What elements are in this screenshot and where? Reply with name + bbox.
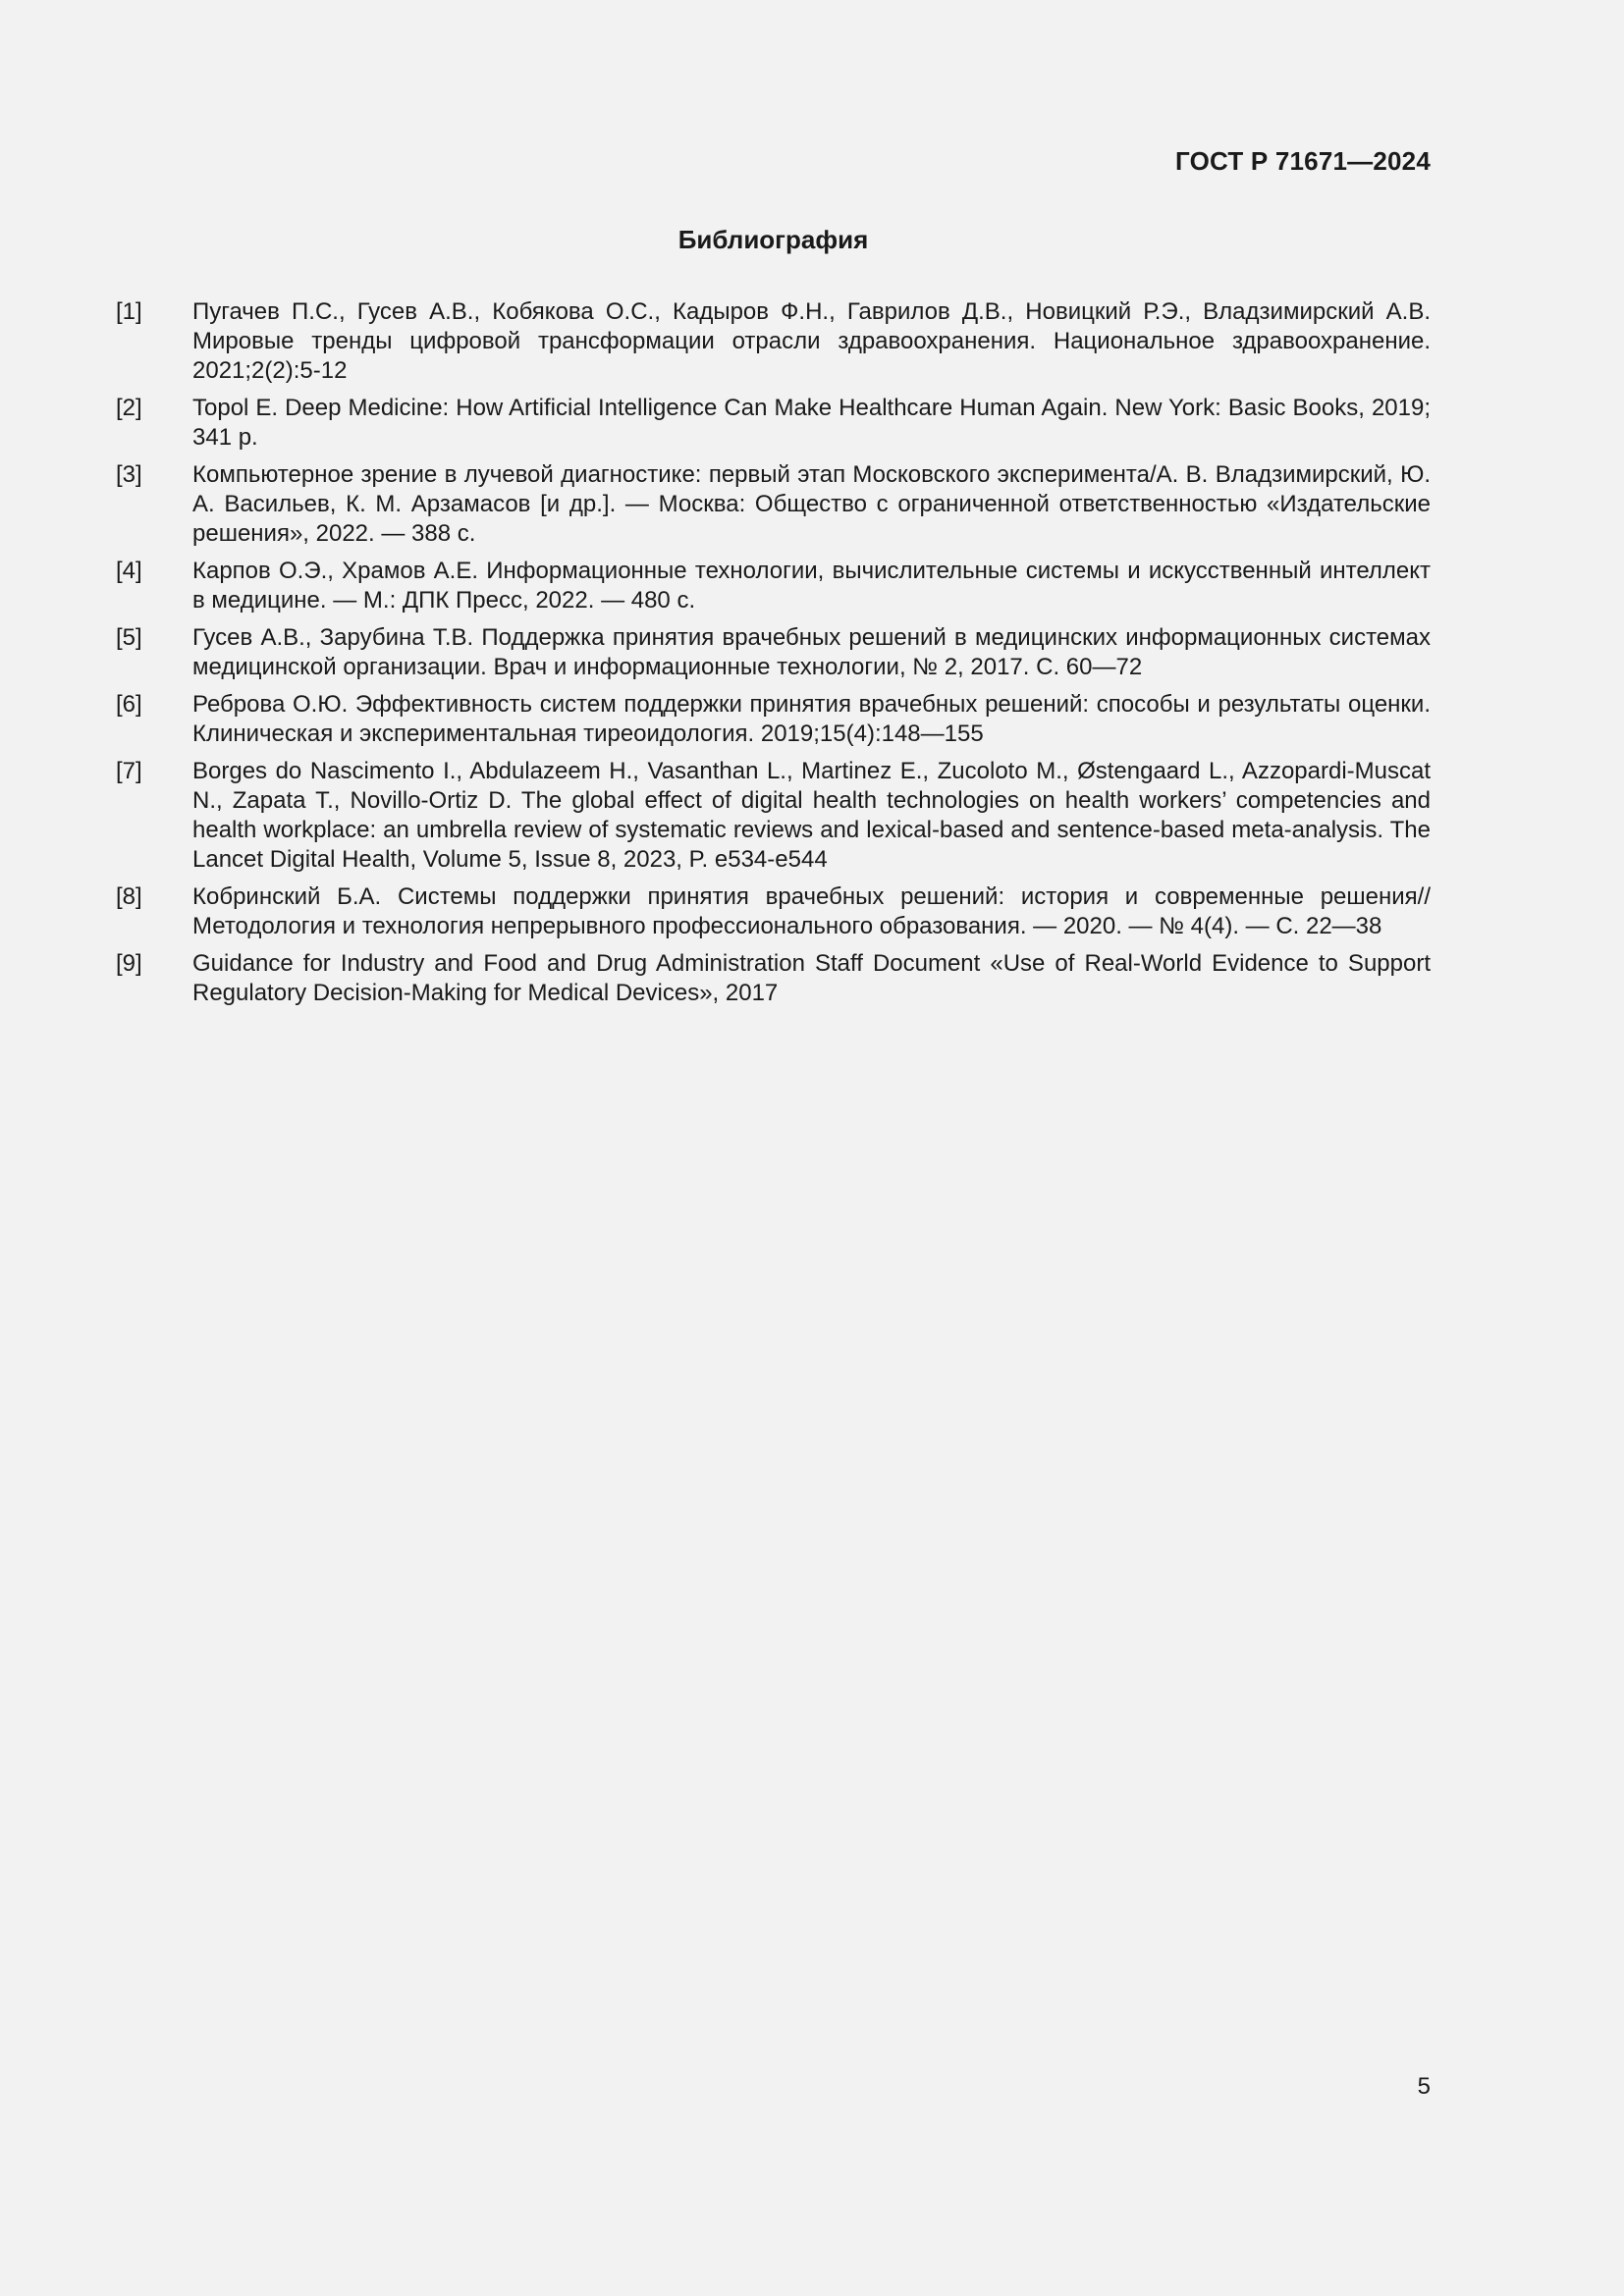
entry-text: Кобринский Б.А. Системы поддержки принятия врачебных решений: история и современные решения// Методология и технология непрерывного профессионального образования. — 2020. — № 4(4). — С. 22—38 <box>192 883 1431 939</box>
entry-number: [1] <box>116 298 142 325</box>
entry-number: [8] <box>116 883 142 910</box>
entry-number: [7] <box>116 758 142 784</box>
entry-text: Карпов О.Э., Храмов А.Е. Информационные технологии, вычислительные системы и искусственный интеллект в медицине. — М.: ДПК Пресс, 2022. — 480 с. <box>192 558 1431 614</box>
entry-text: Пугачев П.С., Гусев А.В., Кобякова О.С., Кадыров Ф.Н., Гаврилов Д.В., Новицкий Р.Э., Владзимирский А.В. Мировые тренды цифровой трансформации отрасли здравоохранения. Национальное здравоохранение. 2021;2(2):5-12 <box>192 298 1431 384</box>
entry-number: [5] <box>116 624 142 651</box>
bibliography-entry <box>116 623 1431 682</box>
bibliography-entry <box>116 297 1431 386</box>
entry-text: Реброва О.Ю. Эффективность систем поддержки принятия врачебных решений: способы и результаты оценки. Клиническая и экспериментальная тиреоидология. 2019;15(4):148—155 <box>192 691 1431 747</box>
document-code: ГОСТ Р 71671—2024 <box>1175 146 1431 176</box>
bibliography-list <box>116 297 1431 1016</box>
bibliography-entry <box>116 757 1431 875</box>
bibliography-entry <box>116 460 1431 549</box>
entry-text: Компьютерное зрение в лучевой диагностике: первый этап Московского эксперимента/А. В. Владзимирский, Ю. А. Васильев, К. М. Арзамасов [и др.]. — Москва: Общество с ограниченной ответственностью «Издательские решения», 2022. — 388 с. <box>192 461 1431 547</box>
bibliography-entry <box>116 557 1431 615</box>
entry-number: [6] <box>116 691 142 718</box>
entry-text: Topol E. Deep Medicine: How Artificial Intelligence Can Make Healthcare Human Again. New York: Basic Books, 2019; 341 p. <box>192 395 1431 451</box>
bibliography-entry <box>116 949 1431 1008</box>
bibliography-entry <box>116 690 1431 749</box>
entry-number: [4] <box>116 558 142 584</box>
bibliography-entry <box>116 394 1431 453</box>
entry-text: Guidance for Industry and Food and Drug Administration Staff Document «Use of Real-World Evidence to Support Regulatory Decision-Making for Medical Devices», 2017 <box>192 950 1431 1006</box>
entry-number: [9] <box>116 950 142 977</box>
entry-number: [2] <box>116 395 142 421</box>
bibliography-entry <box>116 882 1431 941</box>
section-title: Библиография <box>677 225 869 254</box>
entry-number: [3] <box>116 461 142 488</box>
page-number: 5 <box>1417 2073 1431 2100</box>
entry-text: Гусев А.В., Зарубина Т.В. Поддержка принятия врачебных решений в медицинских информационных системах медицинской организации. Врач и информационные технологии, № 2, 2017. С. 60—72 <box>192 624 1431 680</box>
entry-text: Borges do Nascimento I., Abdulazeem H., Vasanthan L., Martinez E., Zucoloto M., Østengaard L., Azzopardi-Muscat N., Zapata T., Novillo-Ortiz D. The global effect of digital health technologies on health workers’ competencies and health workplace: an umbrella review of systematic reviews and lexical-based and sentence-based meta-analysis. The Lancet Digital Health, Volume 5, Issue 8, 2023, P. e534-e544 <box>192 758 1431 873</box>
